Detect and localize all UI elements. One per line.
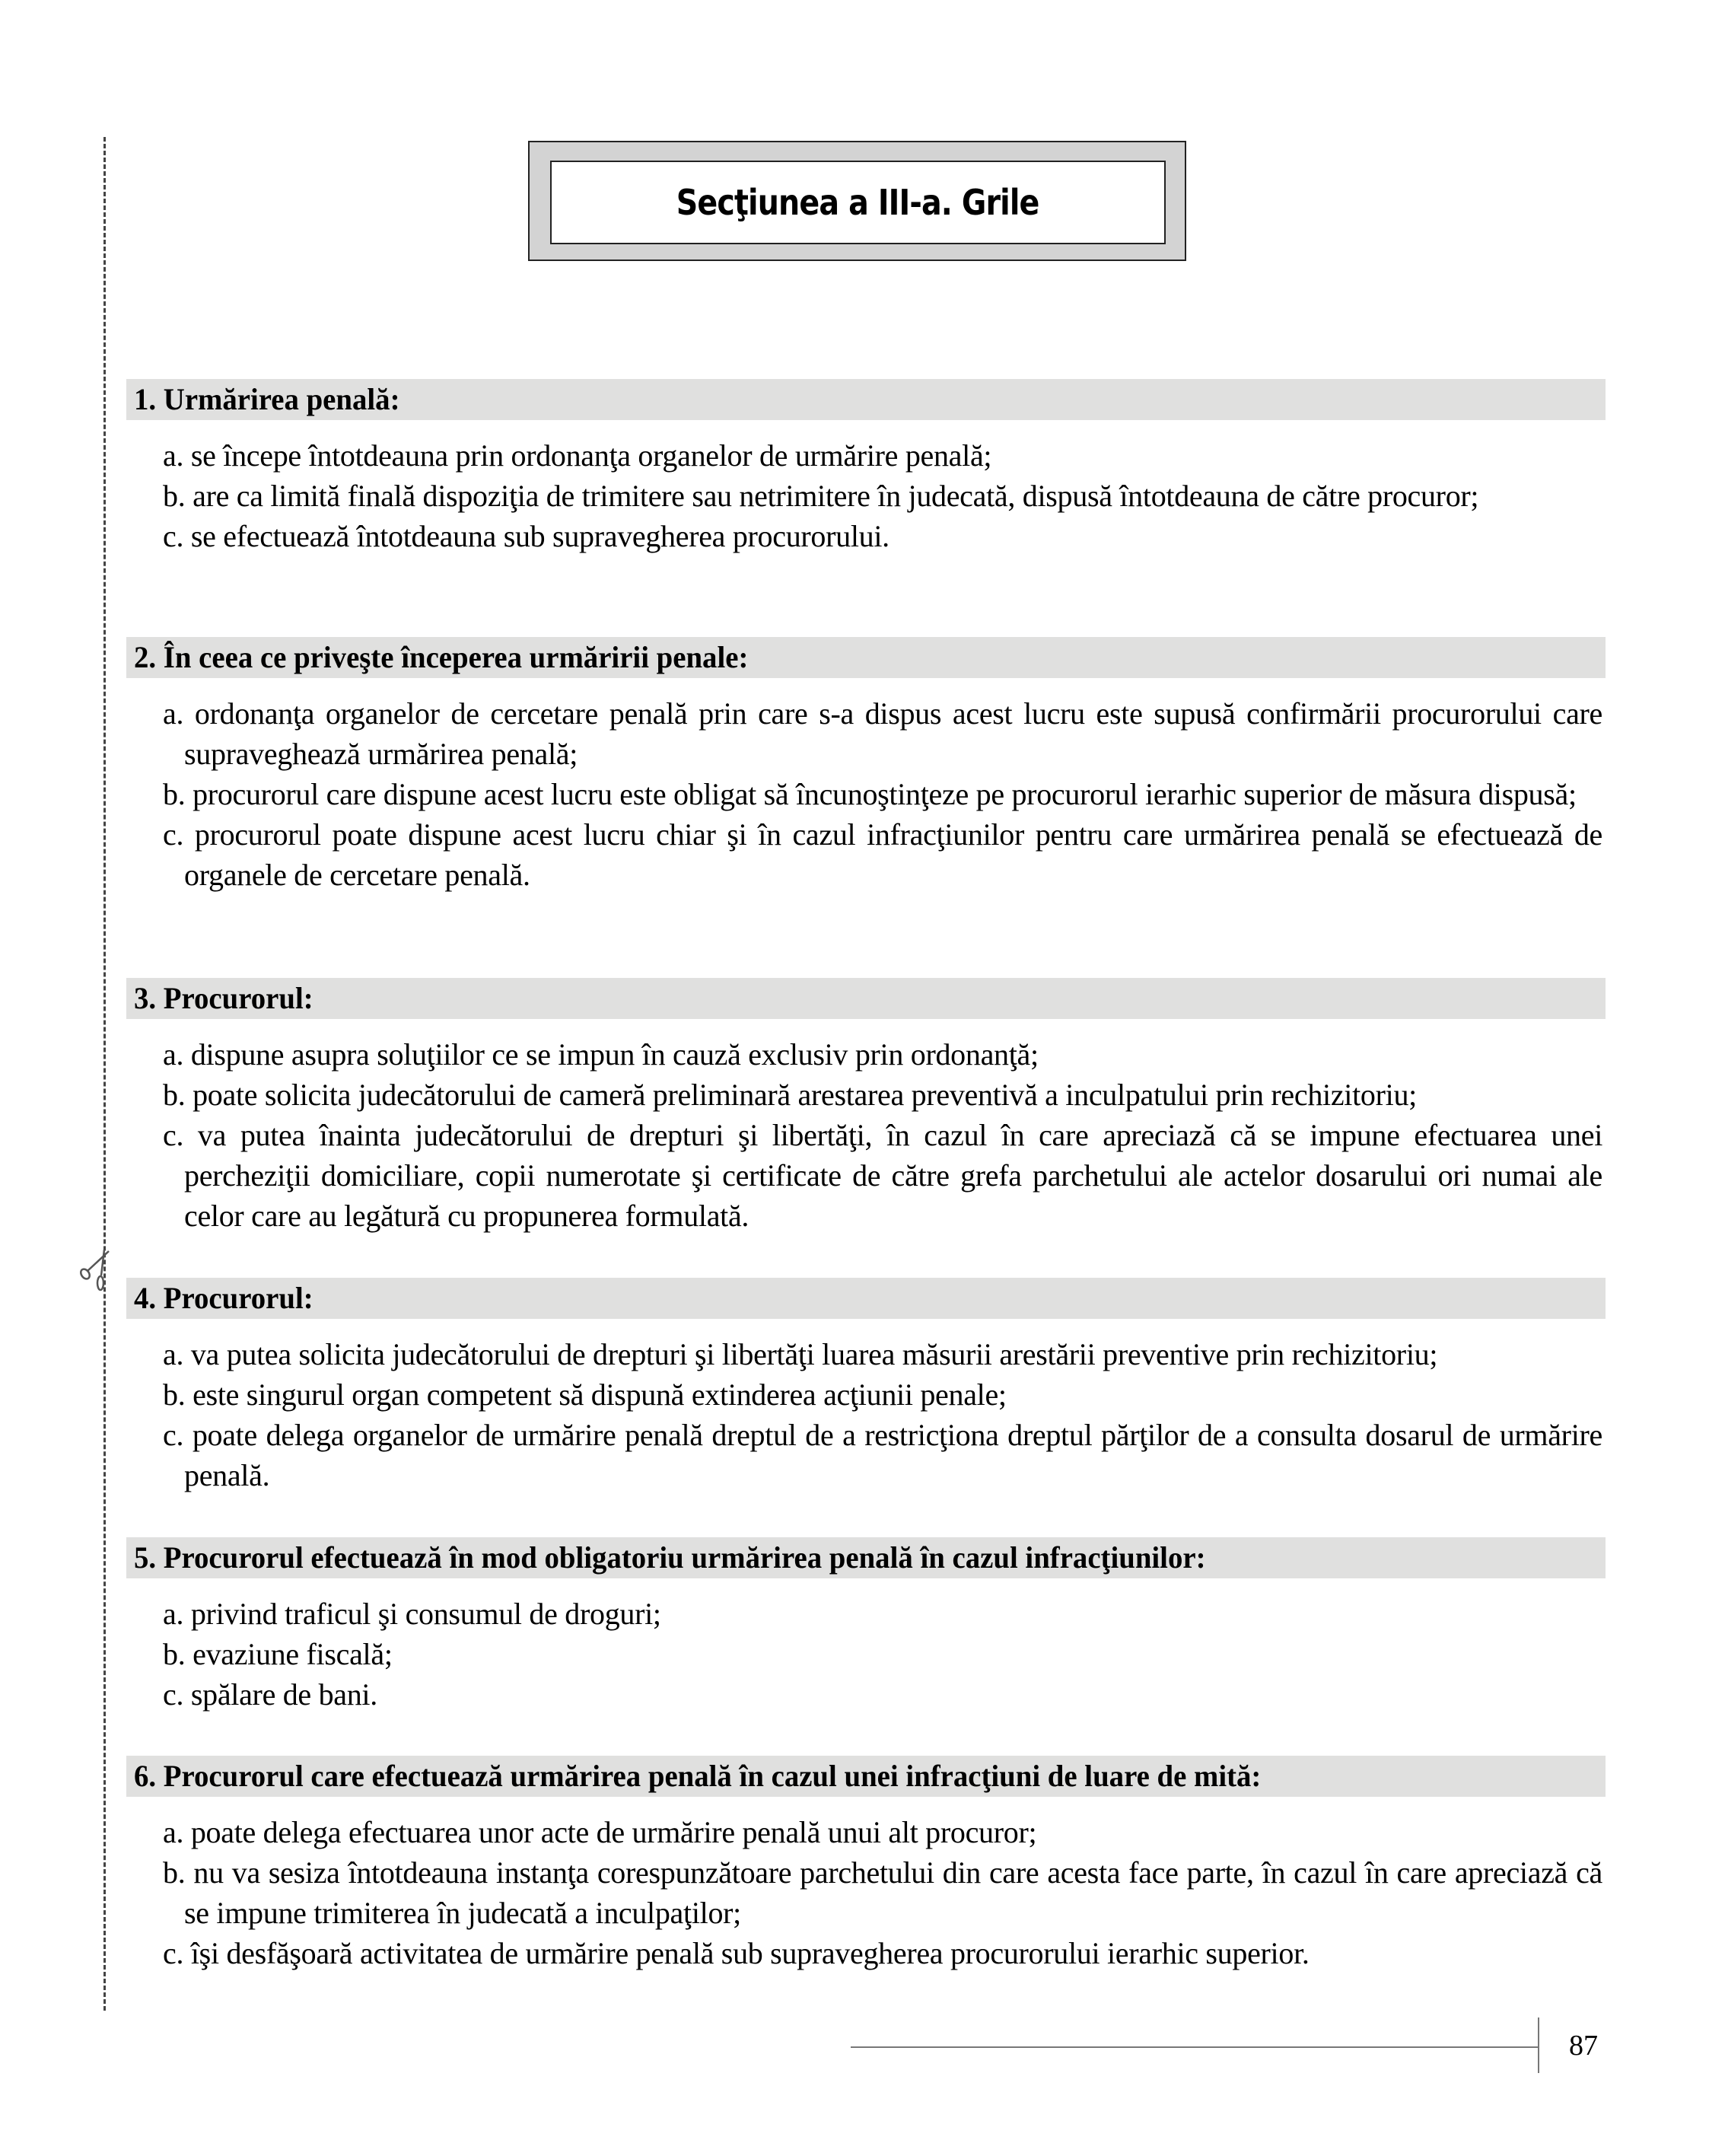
question-header: 1. Urmărirea penală: bbox=[126, 379, 1606, 420]
answer-text: nu va sesiza întotdeauna instanţa corespunzătoare parchetului din care acesta face parte, în cazul în care apreciază că se impune trimiterea în judecată a inculpaţilor; bbox=[184, 1855, 1602, 1930]
question-header: 5. Procurorul efectuează în mod obligatoriu urmărirea penală în cazul infracţiunilor: bbox=[126, 1537, 1606, 1578]
answer-option bbox=[145, 1674, 1602, 1715]
question-header: 6. Procurorul care efectuează urmărirea penală în cazul unei infracţiuni de luare de mită: bbox=[126, 1756, 1606, 1797]
answer-letter: a. bbox=[163, 438, 184, 473]
answer-text: poate solicita judecătorului de cameră preliminară arestarea preventivă a inculpatului prin rechizitoriu; bbox=[193, 1078, 1417, 1112]
answer-option bbox=[145, 1334, 1602, 1374]
question-5 bbox=[126, 1537, 1606, 1715]
answer-text: privind traficul şi consumul de droguri; bbox=[190, 1597, 661, 1631]
answer-text: îşi desfăşoară activitatea de urmărire penală sub supravegherea procurorului ierarhic superior. bbox=[190, 1936, 1310, 1970]
answer-option bbox=[145, 814, 1602, 895]
question-4 bbox=[126, 1278, 1606, 1495]
answer-letter: c. bbox=[163, 1418, 184, 1452]
answer-letter: b. bbox=[163, 1637, 186, 1671]
answer-letter: a. bbox=[163, 1337, 184, 1371]
question-6 bbox=[126, 1756, 1606, 1973]
answer-text: procurorul poate dispune acest lucru chiar şi în cazul infracţiunilor pentru care urmărirea penală se efectuează de organele de cercetare penală. bbox=[184, 817, 1602, 892]
section-title-frame bbox=[528, 141, 1186, 261]
question-2 bbox=[126, 637, 1606, 895]
answer-option bbox=[145, 516, 1602, 556]
answer-option bbox=[145, 1374, 1602, 1415]
answer-letter: a. bbox=[163, 1037, 184, 1072]
answer-text: poate delega organelor de urmărire penală dreptul de a restricţiona dreptul părţilor de a consulta dosarul de urmărire penală. bbox=[184, 1418, 1602, 1492]
answer-option bbox=[145, 1933, 1602, 1973]
answer-text: spălare de bani. bbox=[190, 1677, 377, 1712]
question-1 bbox=[126, 379, 1606, 556]
answer-letter: a. bbox=[163, 696, 184, 731]
answer-text: este singurul organ competent să dispună extinderea acţiunii penale; bbox=[193, 1377, 1007, 1412]
answer-option bbox=[145, 1415, 1602, 1495]
footer-rule bbox=[851, 2046, 1539, 2048]
answer-text: va putea înainta judecătorului de drepturi şi libertăţi, în cazul în care apreciază că se impune efectuarea unei percheziţii domiciliare, copii numerotate şi certificate de către grefa parchetului ale actelor dosarului ori numai ale celor care au legătură cu propunerea formulată. bbox=[184, 1118, 1603, 1233]
answer-letter: b. bbox=[163, 777, 186, 811]
answer-text: procurorul care dispune acest lucru este obligat să încunoştinţeze pe procurorul ierarhic superior de măsura dispusă; bbox=[193, 777, 1577, 811]
answer-letter: c. bbox=[163, 1677, 184, 1712]
answer-letter: a. bbox=[163, 1815, 184, 1849]
answer-list bbox=[126, 693, 1606, 895]
answer-option bbox=[145, 1115, 1602, 1236]
answer-option bbox=[145, 435, 1602, 476]
answer-text: evaziune fiscală; bbox=[193, 1637, 393, 1671]
answer-text: poate delega efectuarea unor acte de urmărire penală unui alt procuror; bbox=[190, 1815, 1037, 1849]
answer-option bbox=[145, 1594, 1602, 1634]
answer-text: se efectuează întotdeauna sub supravegherea procurorului. bbox=[190, 519, 890, 553]
question-header: 4. Procurorul: bbox=[126, 1278, 1606, 1319]
footer-divider bbox=[1538, 2017, 1539, 2073]
answer-letter: b. bbox=[163, 1855, 186, 1890]
question-3 bbox=[126, 978, 1606, 1236]
answer-text: dispune asupra soluţiilor ce se impun în cauză exclusiv prin ordonanţă; bbox=[190, 1037, 1039, 1072]
answer-option bbox=[145, 774, 1602, 814]
answer-option bbox=[145, 1034, 1602, 1075]
answer-text: are ca limită finală dispoziţia de trimitere sau netrimitere în judecată, dispusă întotdeauna de către procuror; bbox=[193, 479, 1479, 513]
answer-text: se începe întotdeauna prin ordonanţa organelor de urmărire penală; bbox=[190, 438, 992, 473]
answer-letter: b. bbox=[163, 1377, 186, 1412]
page-number: 87 bbox=[1569, 2030, 1598, 2062]
answer-letter: b. bbox=[163, 479, 186, 513]
answer-list bbox=[126, 1034, 1606, 1236]
answer-letter: a. bbox=[163, 1597, 184, 1631]
answer-letter: c. bbox=[163, 519, 184, 553]
question-header: 3. Procurorul: bbox=[126, 978, 1606, 1019]
answer-option bbox=[145, 1634, 1602, 1674]
question-header: 2. În ceea ce priveşte începerea urmăririi penale: bbox=[126, 637, 1606, 678]
answer-option bbox=[145, 476, 1602, 516]
answer-option bbox=[145, 693, 1602, 774]
answer-letter: c. bbox=[163, 1936, 184, 1970]
answer-list bbox=[126, 1594, 1606, 1715]
answer-list bbox=[126, 435, 1606, 556]
section-title: Secţiunea a III-a. Grile bbox=[676, 182, 1039, 223]
answer-letter: c. bbox=[163, 817, 184, 852]
answer-option bbox=[145, 1812, 1602, 1852]
answer-letter: b. bbox=[163, 1078, 186, 1112]
section-title-box bbox=[550, 161, 1166, 244]
answer-option bbox=[145, 1075, 1602, 1115]
answer-list bbox=[126, 1812, 1606, 1973]
answer-letter: c. bbox=[163, 1118, 184, 1152]
answer-text: va putea solicita judecătorului de drepturi şi libertăţi luarea măsurii arestării preventive prin rechizitoriu; bbox=[190, 1337, 1438, 1371]
answer-list bbox=[126, 1334, 1606, 1495]
answer-text: ordonanţa organelor de cercetare penală prin care s-a dispus acest lucru este supusă confirmării procurorului care supraveghează urmărirea penală; bbox=[184, 696, 1602, 771]
cut-line-dashed bbox=[103, 137, 106, 2011]
answer-option bbox=[145, 1852, 1602, 1933]
scissors-icon bbox=[78, 1248, 124, 1294]
